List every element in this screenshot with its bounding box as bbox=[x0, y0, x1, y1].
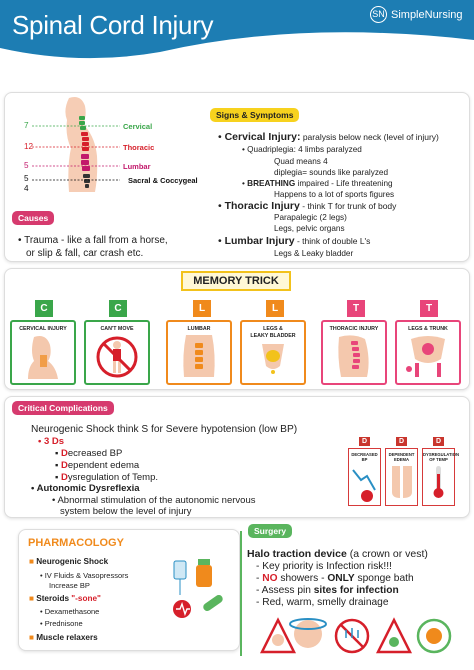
medication-icons bbox=[166, 555, 236, 625]
memory-heading: MEMORY TRICK bbox=[181, 271, 291, 291]
d-box-dysregulation-temp bbox=[422, 448, 459, 506]
pharm-dexamethasone: • Dexamethasone bbox=[40, 607, 100, 616]
spine-number-coccygeal: 4 bbox=[24, 184, 29, 193]
neurogenic-shock-text: Neurogenic Shock think S for Severe hypotension (low BP) bbox=[31, 424, 298, 435]
memory-box-legs-trunk bbox=[395, 320, 461, 385]
signs-heading: Signs & Symptoms bbox=[210, 108, 299, 122]
surgery-infection-risk: - Key priority is Infection risk!!! bbox=[256, 561, 392, 572]
causes-line-1: • Trauma - like a fall from a horse, bbox=[18, 235, 168, 246]
spine-label-sacral: Sacral & Coccygeal bbox=[128, 176, 198, 185]
d-box-label: DEPENDENT EDEMA bbox=[388, 452, 415, 462]
spine-leader-lines bbox=[32, 120, 124, 190]
d-box-label: DYSREGULATION OF TEMP bbox=[423, 452, 459, 462]
pelvic-organs-text: Legs, pelvic organs bbox=[274, 224, 345, 233]
memory-box-label-line2: LEAKY BLADDER bbox=[250, 333, 296, 339]
d-badge-3: D bbox=[433, 437, 444, 446]
breathing-line: • BREATHING impaired - Life threatening bbox=[242, 179, 393, 188]
causes-text-2: or slip & fall, car crash etc. bbox=[26, 248, 144, 259]
spine-number-lumbar: 5 bbox=[24, 161, 29, 170]
three-ds-line: • 3 Ds bbox=[38, 436, 65, 447]
lumbar-back-icon bbox=[168, 333, 230, 379]
surgery-assess-pin: - Assess pin sites for infection bbox=[256, 585, 399, 596]
memory-box-cervical bbox=[10, 320, 76, 385]
autonomic-text-2: system below the level of injury bbox=[60, 506, 192, 517]
memory-box-legs-bladder bbox=[240, 320, 306, 385]
thoracic-spine-icon bbox=[323, 333, 385, 379]
swollen-feet-icon bbox=[386, 462, 416, 502]
low-bp-icon bbox=[349, 462, 379, 506]
halo-line: Halo traction device (a crown or vest) bbox=[247, 548, 428, 560]
memory-box-label bbox=[242, 322, 304, 340]
parapalegic-text: Parapalegic (2 legs) bbox=[274, 213, 347, 222]
causes-text-1: Trauma - like a fall from a horse, bbox=[24, 235, 168, 246]
autonomic-dysreflexia-line: • Autonomic Dysreflexia bbox=[31, 483, 140, 494]
d-decreased-bp: ▪ Decreased BP bbox=[55, 448, 123, 459]
autonomic-dysreflexia-title: Autonomic Dysreflexia bbox=[36, 483, 140, 494]
pharm-prednisone: • Prednisone bbox=[40, 619, 83, 628]
d-dysregulation: ▪ Dysregulation of Temp. bbox=[55, 472, 159, 483]
thoracic-injury-line: • Thoracic Injury - think T for trunk of body bbox=[218, 200, 397, 212]
breathing-title: BREATHING bbox=[247, 179, 296, 188]
pharm-muscle-relaxers: ■ Muscle relaxers bbox=[29, 633, 98, 642]
memory-box-label: CAN'T MOVE bbox=[100, 326, 134, 332]
memory-letter-t1: T bbox=[347, 300, 365, 317]
header-banner bbox=[0, 0, 474, 62]
causes-heading: Causes bbox=[12, 211, 54, 225]
three-ds-title: 3 Ds bbox=[43, 436, 65, 447]
pharm-iv-fluids: • IV Fluids & Vasopressors bbox=[40, 571, 129, 580]
lumbar-injury-desc: - think of double L's bbox=[294, 236, 371, 246]
memory-letter-l1: L bbox=[193, 300, 211, 317]
memory-box-label: THORACIC INJURY bbox=[329, 326, 379, 332]
d-box-dependent-edema bbox=[385, 448, 418, 506]
pharmacology-heading: PHARMACOLOGY bbox=[28, 537, 124, 549]
autonomic-line-1: • Abnormal stimulation of the autonomic nervous bbox=[52, 495, 256, 506]
thermometer-icon bbox=[423, 462, 453, 502]
spine-number-thoracic: 12 bbox=[24, 142, 34, 151]
memory-box-lumbar bbox=[166, 320, 232, 385]
cervical-injury-line: • Cervical Injury: paralysis below neck (level of injury) bbox=[218, 131, 439, 143]
surgery-no-showers: - NO showers - ONLY sponge bath bbox=[256, 573, 414, 584]
memory-box-label-line1: LEGS & bbox=[263, 326, 283, 332]
pharm-increase-bp: Increase BP bbox=[49, 581, 90, 590]
d-badge-2: D bbox=[396, 437, 407, 446]
thoracic-injury-desc: - think T for trunk of body bbox=[299, 201, 397, 211]
memory-letter-l2: L bbox=[266, 300, 284, 317]
pelvic-organs-icon bbox=[397, 333, 459, 379]
surgery-drainage: - Red, warm, smelly drainage bbox=[256, 597, 389, 608]
spine-number-cervical: 7 bbox=[24, 121, 29, 130]
memory-box-label: LEGS & TRUNK bbox=[408, 326, 448, 332]
memory-box-cant-move bbox=[84, 320, 150, 385]
halo-infection-icons bbox=[256, 612, 456, 658]
quad-means-text: Quad means 4 bbox=[274, 157, 328, 166]
memory-box-thoracic bbox=[321, 320, 387, 385]
d-box-decreased-bp bbox=[348, 448, 381, 506]
d-badge-1: D bbox=[359, 437, 370, 446]
memory-letter-c2: C bbox=[109, 300, 127, 317]
lumbar-injury-title: Lumbar Injury bbox=[224, 235, 295, 247]
spine-number-sacral: 5 bbox=[24, 174, 29, 183]
spine-label-cervical: Cervical bbox=[123, 122, 153, 131]
neck-icon bbox=[12, 333, 74, 379]
cervical-injury-title: Cervical Injury: bbox=[224, 131, 301, 143]
quadriplegia-line: • Quadriplegia: 4 limbs paralyzed bbox=[242, 145, 362, 154]
pharm-neuro-shock: ■ Neurogenic Shock bbox=[29, 557, 109, 566]
leaky-bladder-icon bbox=[242, 340, 304, 378]
memory-letter-c1: C bbox=[35, 300, 53, 317]
no-movement-icon bbox=[86, 333, 148, 379]
breathing-desc: impaired - Life threatening bbox=[295, 179, 393, 188]
brand-name: SimpleNursing bbox=[391, 8, 463, 21]
memory-box-label: LUMBAR bbox=[187, 326, 211, 332]
lumbar-injury-line: • Lumbar Injury - think of double L's bbox=[218, 235, 371, 247]
leaky-bladder-text: Legs & Leaky bladder bbox=[274, 249, 354, 258]
spine-label-thoracic: Thoracic bbox=[123, 143, 155, 152]
surgery-divider bbox=[240, 531, 242, 656]
memory-letter-t2: T bbox=[420, 300, 438, 317]
page-title: Spinal Cord Injury bbox=[12, 10, 214, 40]
memory-box-label: CERVICAL INJURY bbox=[19, 326, 67, 332]
pharm-steroids: ■ Steroids "-sone" bbox=[29, 594, 101, 603]
sports-text: Happens to a lot of sports figures bbox=[274, 190, 395, 199]
diplegia-text: diplegia= sounds like paralyzed bbox=[274, 168, 389, 177]
cervical-injury-desc: paralysis below neck (level of injury) bbox=[300, 132, 439, 142]
surgery-heading: Surgery bbox=[248, 524, 292, 538]
critical-heading: Critical Complications bbox=[12, 401, 114, 415]
quadriplegia-text: Quadriplegia: 4 limbs paralyzed bbox=[247, 145, 362, 154]
thoracic-injury-title: Thoracic Injury bbox=[224, 200, 300, 212]
d-dependent-edema: ▪ Dependent edema bbox=[55, 460, 140, 471]
d-box-label: DECREASED BP bbox=[351, 452, 378, 462]
logo-mark-icon: SN bbox=[370, 6, 387, 23]
spine-label-lumbar: Lumbar bbox=[123, 162, 151, 171]
brand-logo bbox=[370, 6, 463, 23]
